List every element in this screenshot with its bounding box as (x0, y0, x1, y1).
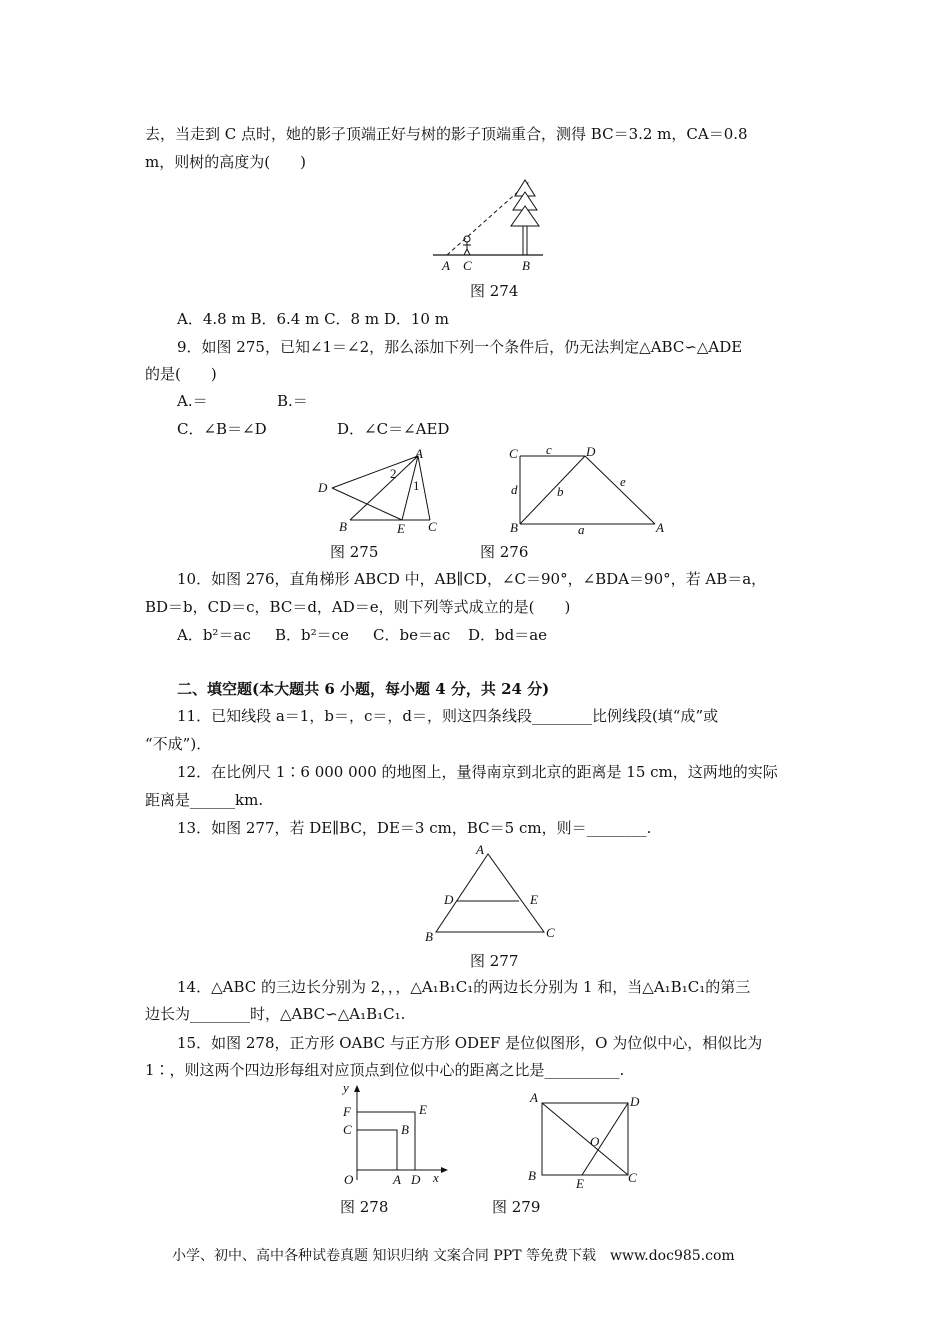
label-B: B (401, 1122, 409, 1137)
q10-option-a: A．b²＝ac (177, 626, 251, 644)
q9-option-a: A.＝ (177, 392, 208, 410)
q9-option-b: B.＝ (277, 392, 308, 410)
figure-277 (420, 840, 560, 945)
figure-276-caption: 图 276 (480, 543, 529, 561)
label-B: B (425, 929, 433, 944)
label-E: E (419, 1102, 427, 1117)
y-axis-arrow (354, 1085, 360, 1092)
seg-AD (332, 456, 418, 488)
figure-274-caption: 图 274 (470, 282, 519, 300)
label-F: F (343, 1104, 351, 1119)
q12-text-line2: 距离是______km. (145, 791, 264, 809)
label-angle-1: 1 (413, 478, 420, 493)
label-x: x (433, 1170, 439, 1185)
figure-279 (520, 1090, 650, 1195)
label-O: O (344, 1172, 354, 1187)
q10-option-c: C．be＝ac (373, 626, 451, 644)
figure-279-caption: 图 279 (492, 1198, 541, 1216)
diagonal-AC (542, 1103, 628, 1175)
square-ODEF (357, 1112, 415, 1170)
q13-text-line1: 13．如图 277，若 DE∥BC，DE＝3 cm，BC＝5 cm，则＝________. (177, 819, 652, 837)
person-leg-left (464, 249, 467, 255)
square-OABC (357, 1130, 397, 1170)
label-C: C (463, 258, 472, 273)
label-D: D (318, 480, 328, 495)
q9-option-c: C．∠B＝∠D (177, 420, 267, 438)
label-A: A (476, 842, 484, 857)
label-B: B (510, 520, 518, 535)
seg-DB (520, 456, 585, 524)
label-d: d (511, 482, 518, 497)
q9-text-line2: 的是( ) (145, 365, 217, 383)
label-A: A (656, 520, 664, 535)
seg-AB (350, 456, 418, 520)
seg-DE (582, 1103, 628, 1175)
q9-text-line1: 9．如图 275，已知∠1＝∠2，那么添加下列一个条件后，仍无法判定△ABC∽△ADE (177, 338, 743, 356)
label-D: D (586, 444, 596, 459)
q12-text-line1: 12．在比例尺 1∶6 000 000 的地图上，量得南京到北京的距离是 15 cm，这两地的实际 (177, 763, 778, 781)
figure-275 (310, 444, 450, 539)
label-B: B (528, 1168, 536, 1183)
q8-text-line2: m，则树的高度为( ) (145, 153, 306, 171)
label-angle-2: 2 (390, 466, 397, 481)
section-2-title: 二、填空题(本大题共 6 小题，每小题 4 分，共 24 分) (177, 680, 550, 698)
label-C: C (343, 1122, 352, 1137)
figure-277-caption: 图 277 (470, 952, 519, 970)
label-C: C (509, 446, 518, 461)
label-e: e (620, 474, 626, 489)
label-E: E (397, 521, 405, 536)
q10-option-d: D．bd＝ae (468, 626, 548, 644)
label-C: C (546, 925, 555, 940)
seg-AC (418, 456, 430, 520)
label-E: E (530, 892, 538, 907)
q10-text-line1: 10．如图 276，直角梯形 ABCD 中，AB∥CD，∠C＝90°，∠BDA＝90°，若 AB＝a， (177, 570, 767, 588)
x-axis-arrow (441, 1167, 448, 1173)
figure-276 (500, 442, 675, 537)
label-D: D (444, 892, 454, 907)
q10-option-b: B．b²＝ce (275, 626, 349, 644)
label-A: A (415, 446, 423, 461)
label-E: E (576, 1176, 584, 1191)
q15-text-line2: 1∶，则这两个四边形每组对应顶点到位似中心的距离之比是__________. (145, 1061, 625, 1079)
figure-275-caption: 图 275 (330, 543, 379, 561)
label-C: C (628, 1170, 637, 1185)
seg-DA (585, 456, 655, 524)
label-C: C (428, 519, 437, 534)
label-B: B (339, 519, 347, 534)
label-B: B (522, 258, 530, 273)
label-A: A (530, 1090, 538, 1105)
label-a: a (578, 522, 585, 537)
label-A: A (393, 1172, 401, 1187)
figure-278 (335, 1082, 450, 1192)
figure-278-caption: 图 278 (340, 1198, 389, 1216)
label-D: D (411, 1172, 421, 1187)
q8-text-line1: 去，当走到 C 点时，她的影子顶端正好与树的影子顶端重合，测得 BC＝3.2 m，CA＝0.8 (145, 125, 748, 143)
label-c: c (546, 442, 552, 457)
q8-options: A．4.8 m B．6.4 m C．8 m D．10 m (177, 310, 449, 328)
label-O: O (590, 1134, 600, 1149)
q11-text-line2: “不成”)． (145, 735, 212, 753)
q14-text-line1: 14．△ABC 的三边长分别为 2，，，△A₁B₁C₁的两边长分别为 1 和，当△A₁B₁C₁的第三 (177, 978, 751, 996)
q11-text-line1: 11．已知线段 a＝1，b＝，c＝，d＝，则这四条线段________比例线段(填“成”或 (177, 707, 719, 725)
label-A: A (442, 258, 450, 273)
seg-DE (332, 488, 402, 520)
person-leg-right (467, 249, 470, 255)
page-footer: 小学、初中、高中各种试卷真题 知识归纳 文案合同 PPT 等免费下载 www.doc985.com (172, 1248, 735, 1264)
q9-option-d: D．∠C＝∠AED (337, 420, 450, 438)
q10-text-line2: BD＝b，CD＝c，BC＝d，AD＝e，则下列等式成立的是( ) (145, 598, 571, 616)
label-y: y (343, 1080, 349, 1095)
label-D: D (630, 1094, 640, 1109)
label-b: b (557, 484, 564, 499)
q14-text-line2: 边长为________时，△ABC∽△A₁B₁C₁. (145, 1005, 406, 1023)
q15-text-line1: 15．如图 278，正方形 OABC 与正方形 ODEF 是位似图形，O 为位似中心，相似比为 (177, 1034, 763, 1052)
figure-274 (425, 176, 545, 276)
